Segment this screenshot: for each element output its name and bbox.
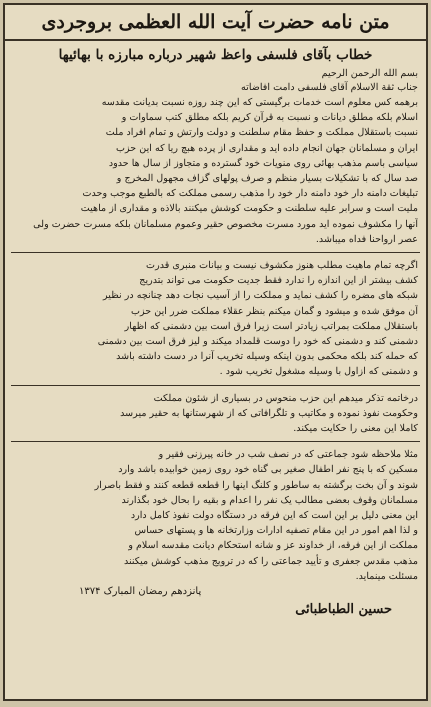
paragraph-2-line: دشمنی کند و دشمنی که خود را دوست قلمداد میکند و لیز فرق است بین دشمنی xyxy=(97,336,418,348)
paragraph-2-line: شبکه های مضره را کشف نماید و مملکت را از آسیب نجات دهد چنانچه در نظیر xyxy=(103,290,418,302)
paragraph-2 xyxy=(5,258,426,380)
letter-title xyxy=(5,5,426,41)
paragraph-1-line: تبلیغات دامنه دار خود دامنه دار خود را مذهب رسمی مملکت که بالطبع موجب وحدت xyxy=(82,188,418,200)
divider xyxy=(11,385,420,386)
paragraph-1-line: صد سال که با تشکیلات بسیار منظم و صرف پولهای گزاف مجهول المخرج و xyxy=(116,173,418,185)
paragraph-2-line: که حمله کند بلکه محکمی بدون اینکه وسیله تخریب آنرا در دست داشته باشد xyxy=(116,351,418,363)
paragraph-3-line: درخاتمه تذکر میدهم این حزب منحوس در بسیاری از شئون مملکت xyxy=(153,392,418,404)
paragraph-2-line: باستقلال مملکت بمراتب زیادتر است زیرا فرق است بین دشمنی که اظهار xyxy=(124,320,418,332)
paragraph-1-line: نسبت باستقلال مملکت و حفظ مقام سلطنت و دولت وارتش و تمام افراد ملت xyxy=(105,127,418,139)
paragraph-4-line: و لذا اهم امور در این مقام تصفیه ادارات وزارتخانه ها و پستهای حساس xyxy=(134,525,418,537)
paragraph-4-line: این معنی دلیل بر این است که این فرقه در دستگاه دولت نفوذ کامل دارد xyxy=(130,510,418,522)
paragraph-1-line: آنها را مکشوف نموده اید مورد مسرت مخصوص حقیر وعموم مسلمانان بلکه مسرت حضرت ولی xyxy=(33,218,418,230)
paragraph-2-line: اگرچه تمام ماهیت مطلب هنوز مکشوف نیست و بیانات منبری قدرت xyxy=(146,260,418,272)
paragraph-4-line: مملکت از این فرقه، از خداوند عز و شانه استحکام دیانت مقدسه اسلام و xyxy=(128,540,418,552)
paragraph-1-line: ملیت است و سرابر علیه سلطنت و حکومت کوشش میکنند بالاذه و مقداری از ماهیت xyxy=(80,203,418,215)
letter-subtitle: خطاب بآقای فلسفی واعظ شهیر درباره مبارزه با بهائیها xyxy=(58,47,373,63)
paragraph-2-line: آن موفق شده و میشود و گمان میکنم بنظر عقلاء مملکت ضرر این حزب xyxy=(130,305,418,317)
paragraph-4-line: مسئلت مینماید. xyxy=(355,570,418,582)
paragraph-2-line: کشف بیشتر از این اندازه را ندارد فقط جدیت حکومت می تواند بتدریج xyxy=(139,275,418,287)
paragraph-4-line: مسکین که با پنج نفر اطفال صغیر بی گناه خود روی زمین خوابیده باشد وارد xyxy=(118,464,418,476)
letter-date: پانزدهم رمضان المبارک ۱۳۷۴ xyxy=(79,586,202,598)
divider xyxy=(11,252,420,253)
letter-title-text: متن نامه حضرت آیت الله العظمی بروجردی xyxy=(41,11,390,33)
signature-block xyxy=(5,584,426,620)
divider xyxy=(11,441,420,442)
paragraph-3-line: وحکومت نفوذ نموده و مکاتیب و تلگرافاتی که از شهرستانها به حقیر میرسد xyxy=(120,407,418,419)
paragraph-2-line: و دشمنی که ازاول با وسیله مشغول تخریب شود . xyxy=(219,366,418,378)
addressee-line: جناب ثقة الاسلام آقای فلسفی دامت افاضاته xyxy=(241,82,418,93)
paragraph-1-line: سیاسی باسم مذهب بهائی روی منویات خود گسترده و متجاوز از سال ها حدود xyxy=(108,157,418,169)
paragraph-1-line: عصر ارواحنا فداه میباشد. xyxy=(315,233,418,245)
paragraph-3 xyxy=(5,391,426,437)
salutation xyxy=(5,65,426,95)
paragraph-4-line: مذهب مقدس جعفری و تأیید جماعتی را که در ترویج مذهب کوشش میکنند xyxy=(123,555,418,567)
paragraph-3-line: کاملا این معنی را حکایت میکند. xyxy=(293,423,418,435)
letter-page xyxy=(3,3,428,701)
paragraph-1-line: ایران و مسلمانان جهان انجام داده اید و مقداری از پرده هبچ ریا که این حزب xyxy=(115,142,418,154)
paragraph-1 xyxy=(5,95,426,247)
paragraph-4-line: مسلمانان وقوف بعضی مطالب یک نفر را اعدام و بقیه را بحال خود بگذارند xyxy=(121,494,418,506)
paragraph-1-line: اسلام بلکه مطلق دیانات و نسبت به قرآن کریم بلکه مطلق کتب سماوات و xyxy=(121,112,418,124)
signer-name: حسین الطباطبائی xyxy=(295,602,392,618)
bismillah-line: بسم الله الرحمن الرحیم xyxy=(321,68,418,79)
paragraph-4-line: شوند و آن بخت برگشته به ساطور و کلنگ اینها را قطعه قطعه کنند و فقط باصرار xyxy=(94,479,418,491)
paragraph-1-line: برهمه کس معلوم است خدمات برگیستی که این چند روزه نسبت بدیانت مقدسه xyxy=(101,97,418,108)
paragraph-4-line: مثلا ملاحظه شود جماعتی که در نصف شب در خانه پیرزنی فقیر و xyxy=(158,449,418,461)
paragraph-4 xyxy=(5,447,426,584)
